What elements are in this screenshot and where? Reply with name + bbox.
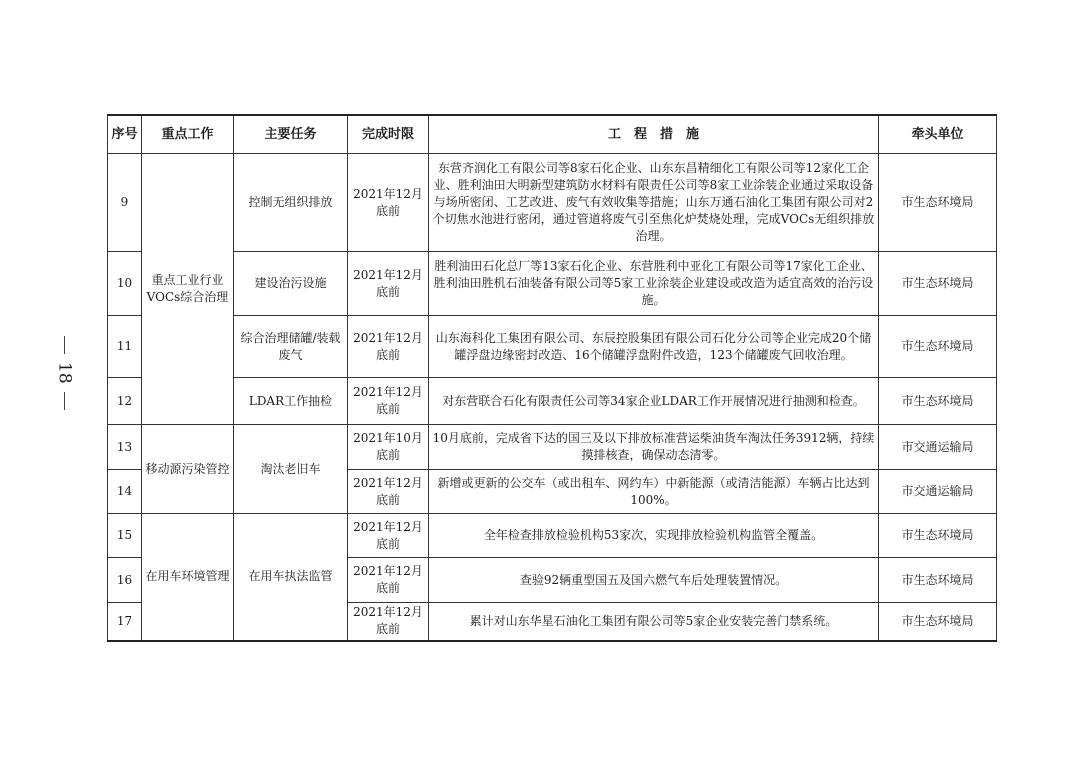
table-row xyxy=(108,154,997,252)
row-deadline: 2021年12月底前 xyxy=(348,514,429,558)
row-unit: 市生态环境局 xyxy=(879,558,997,603)
row-unit: 市交通运输局 xyxy=(879,425,997,470)
row-unit: 市生态环境局 xyxy=(879,154,997,252)
row-measures: 查验92辆重型国五及国六燃气车后处理装置情况。 xyxy=(429,558,879,603)
row-task: 控制无组织排放 xyxy=(234,154,348,252)
work-plan-table xyxy=(107,114,997,642)
group-mobile: 移动源污染管控 xyxy=(142,425,234,514)
row-measures: 对东营联合石化有限责任公司等34家企业LDAR工作开展情况进行抽测和检查。 xyxy=(429,378,879,425)
header-measures: 工 程 措 施 xyxy=(429,115,879,154)
page-number-rule-top xyxy=(64,336,65,354)
row-unit: 市生态环境局 xyxy=(879,316,997,378)
table-row xyxy=(108,378,997,425)
table-row xyxy=(108,252,997,316)
row-task: 综合治理储罐/装载废气 xyxy=(234,316,348,378)
table-row xyxy=(108,425,997,470)
row-measures: 全年检查排放检验机构53家次，实现排放检验机构监管全覆盖。 xyxy=(429,514,879,558)
row-unit: 市生态环境局 xyxy=(879,252,997,316)
row-task: 在用车执法监管 xyxy=(234,514,348,641)
row-deadline: 2021年12月底前 xyxy=(348,378,429,425)
row-deadline: 2021年12月底前 xyxy=(348,316,429,378)
row-measures: 东营齐润化工有限公司等8家石化企业、山东东昌精细化工有限公司等12家化工企业、胜利油田大明新型建筑防水材料有限责任公司等8家工业涂装企业通过采取设备与场所密闭、工艺改进、废气有效收集等措施；山东万通石油化工集团有限公司对2个切焦水池进行密闭，通过管道将废气引至焦化炉焚烧处理，完成VOCs无组织排放治理。 xyxy=(429,154,879,252)
row-unit: 市交通运输局 xyxy=(879,470,997,514)
row-deadline: 2021年12月底前 xyxy=(348,603,429,641)
row-no: 9 xyxy=(108,154,142,252)
table-row xyxy=(108,316,997,378)
row-no: 12 xyxy=(108,378,142,425)
row-no: 17 xyxy=(108,603,142,641)
row-measures: 10月底前，完成省下达的国三及以下排放标准营运柴油货车淘汰任务3912辆，持续摸排核查，确保动态清零。 xyxy=(429,425,879,470)
header-deadline: 完成时限 xyxy=(348,115,429,154)
row-task: 建设治污设施 xyxy=(234,252,348,316)
page-number-rule-bottom xyxy=(64,392,65,410)
page-number xyxy=(52,336,76,426)
header-no: 序号 xyxy=(108,115,142,154)
row-measures: 山东海科化工集团有限公司、东辰控股集团有限公司石化分公司等企业完成20个储罐浮盘边缘密封改造、16个储罐浮盘附件改造，123个储罐废气回收治理。 xyxy=(429,316,879,378)
row-measures: 累计对山东华星石油化工集团有限公司等5家企业安装完善门禁系统。 xyxy=(429,603,879,641)
row-unit: 市生态环境局 xyxy=(879,378,997,425)
row-deadline: 2021年12月底前 xyxy=(348,252,429,316)
row-no: 15 xyxy=(108,514,142,558)
page-number-text: 18 xyxy=(54,362,75,384)
group-vocs: 重点工业行业VOCs综合治理 xyxy=(142,154,234,425)
row-task: 淘汰老旧车 xyxy=(234,425,348,514)
row-no: 11 xyxy=(108,316,142,378)
table-row xyxy=(108,514,997,558)
row-deadline: 2021年12月底前 xyxy=(348,154,429,252)
row-no: 13 xyxy=(108,425,142,470)
row-no: 16 xyxy=(108,558,142,603)
row-measures: 新增或更新的公交车（或出租车、网约车）中新能源（或清洁能源）车辆占比达到100%。 xyxy=(429,470,879,514)
header-key-work: 重点工作 xyxy=(142,115,234,154)
row-deadline: 2021年10月底前 xyxy=(348,425,429,470)
row-unit: 市生态环境局 xyxy=(879,514,997,558)
header-main-task: 主要任务 xyxy=(234,115,348,154)
group-in-use: 在用车环境管理 xyxy=(142,514,234,641)
header-lead-unit: 牵头单位 xyxy=(879,115,997,154)
row-no: 14 xyxy=(108,470,142,514)
row-measures: 胜利油田石化总厂等13家石化企业、东营胜利中亚化工有限公司等17家化工企业、胜利油田胜机石油装备有限公司等5家工业涂装企业建设或改造为适宜高效的治污设施。 xyxy=(429,252,879,316)
row-unit: 市生态环境局 xyxy=(879,603,997,641)
table-header-row xyxy=(108,115,997,154)
row-deadline: 2021年12月底前 xyxy=(348,558,429,603)
row-task: LDAR工作抽检 xyxy=(234,378,348,425)
row-deadline: 2021年12月底前 xyxy=(348,470,429,514)
row-no: 10 xyxy=(108,252,142,316)
